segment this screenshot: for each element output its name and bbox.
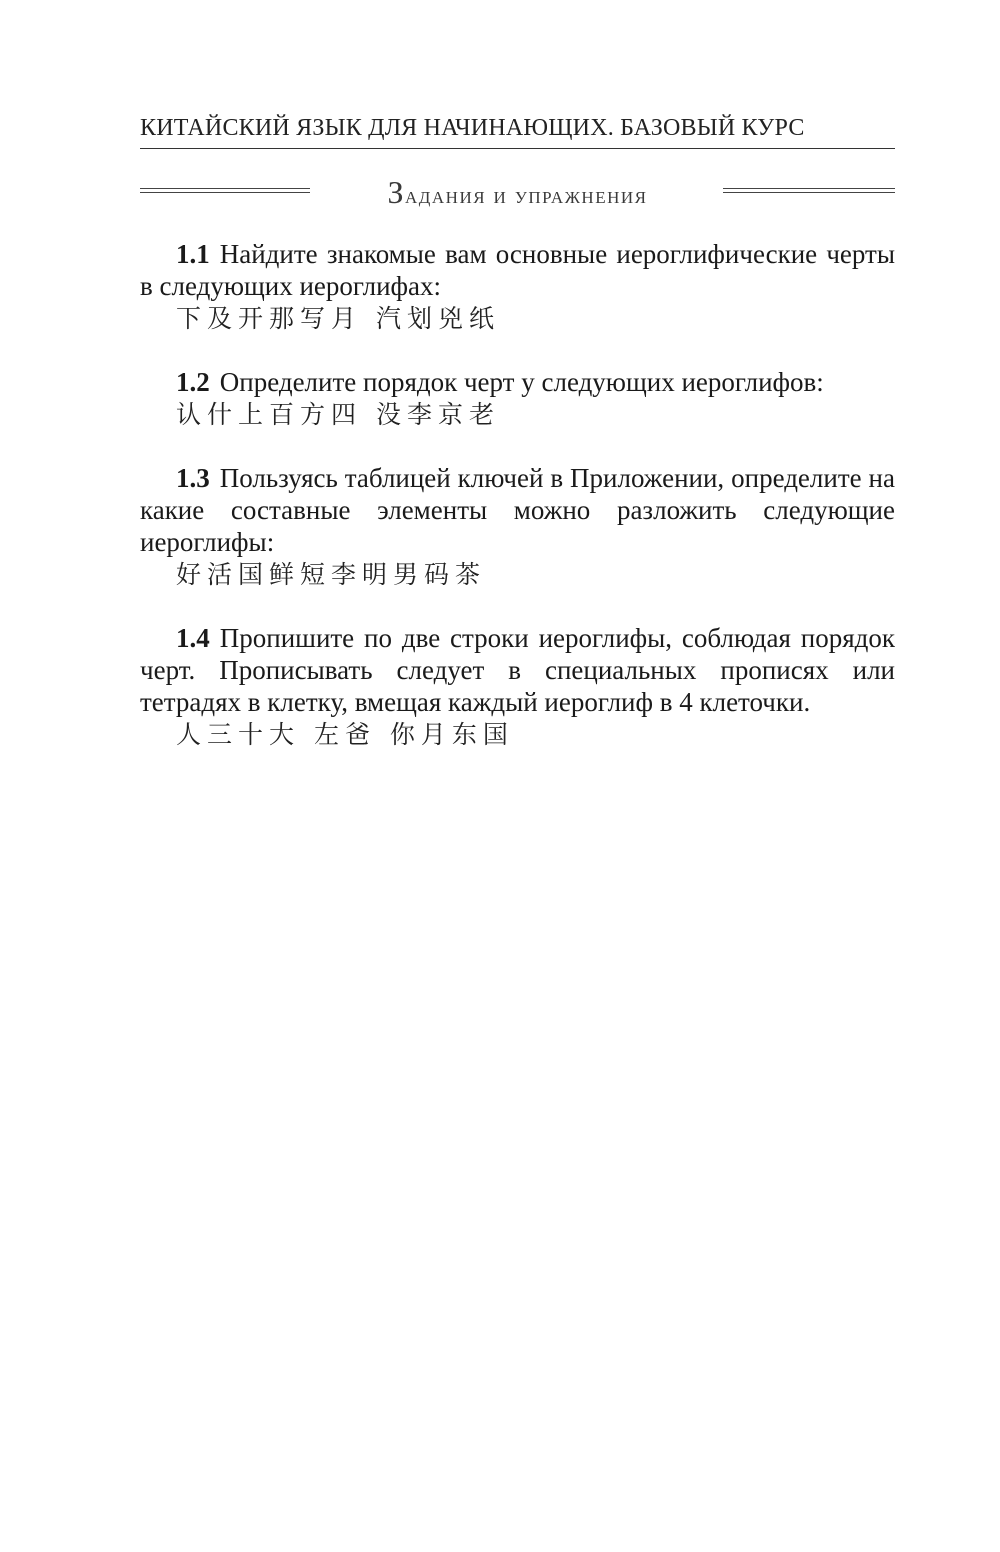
header-rule <box>140 148 895 149</box>
exercise-1-1 <box>140 238 895 336</box>
section-title-initial: З <box>387 174 406 210</box>
exercise-text: Найдите знакомые вам основные иероглифические черты в следующих иероглифах: <box>140 239 895 301</box>
exercise-text: Определите порядок черт у следующих иероглифов: <box>219 367 824 397</box>
section-title <box>140 170 895 218</box>
exercise-instruction <box>140 622 895 718</box>
exercise-1-2 <box>140 366 895 432</box>
running-head: КИТАЙСКИЙ ЯЗЫК ДЛЯ НАЧИНАЮЩИХ. БАЗОВЫЙ КУРС <box>140 115 805 141</box>
exercise-characters: 人三十大 左爸 你月东国 <box>176 720 514 749</box>
section-heading <box>140 170 895 214</box>
exercise-instruction <box>140 462 895 558</box>
exercise-1-4 <box>140 622 895 752</box>
heading-rule-right <box>723 188 895 193</box>
exercise-characters: 下及开那写月 汽划兇纸 <box>176 304 500 333</box>
section-title-rest: адания и упражнения <box>405 183 648 209</box>
exercise-number: 1.1 <box>176 239 210 269</box>
exercise-characters: 好活国鲜短李明男码茶 <box>176 560 487 589</box>
exercise-number: 1.2 <box>176 367 210 397</box>
exercise-instruction <box>140 366 895 398</box>
exercise-number: 1.3 <box>176 463 210 493</box>
exercise-characters: 认什上百方四 没李京老 <box>176 400 500 429</box>
exercise-instruction <box>140 238 895 302</box>
exercise-text: Пользуясь таблицей ключей в Приложении, определите на какие составные элементы можно разложить следующие иероглифы: <box>140 463 895 557</box>
exercise-1-3 <box>140 462 895 592</box>
exercise-text: Пропишите по две строки иероглифы, соблюдая порядок черт. Прописывать следует в специальных прописях или тетрадях в клетку, вмещая каждый иероглиф в 4 клеточки. <box>140 623 895 717</box>
exercise-number: 1.4 <box>176 623 210 653</box>
